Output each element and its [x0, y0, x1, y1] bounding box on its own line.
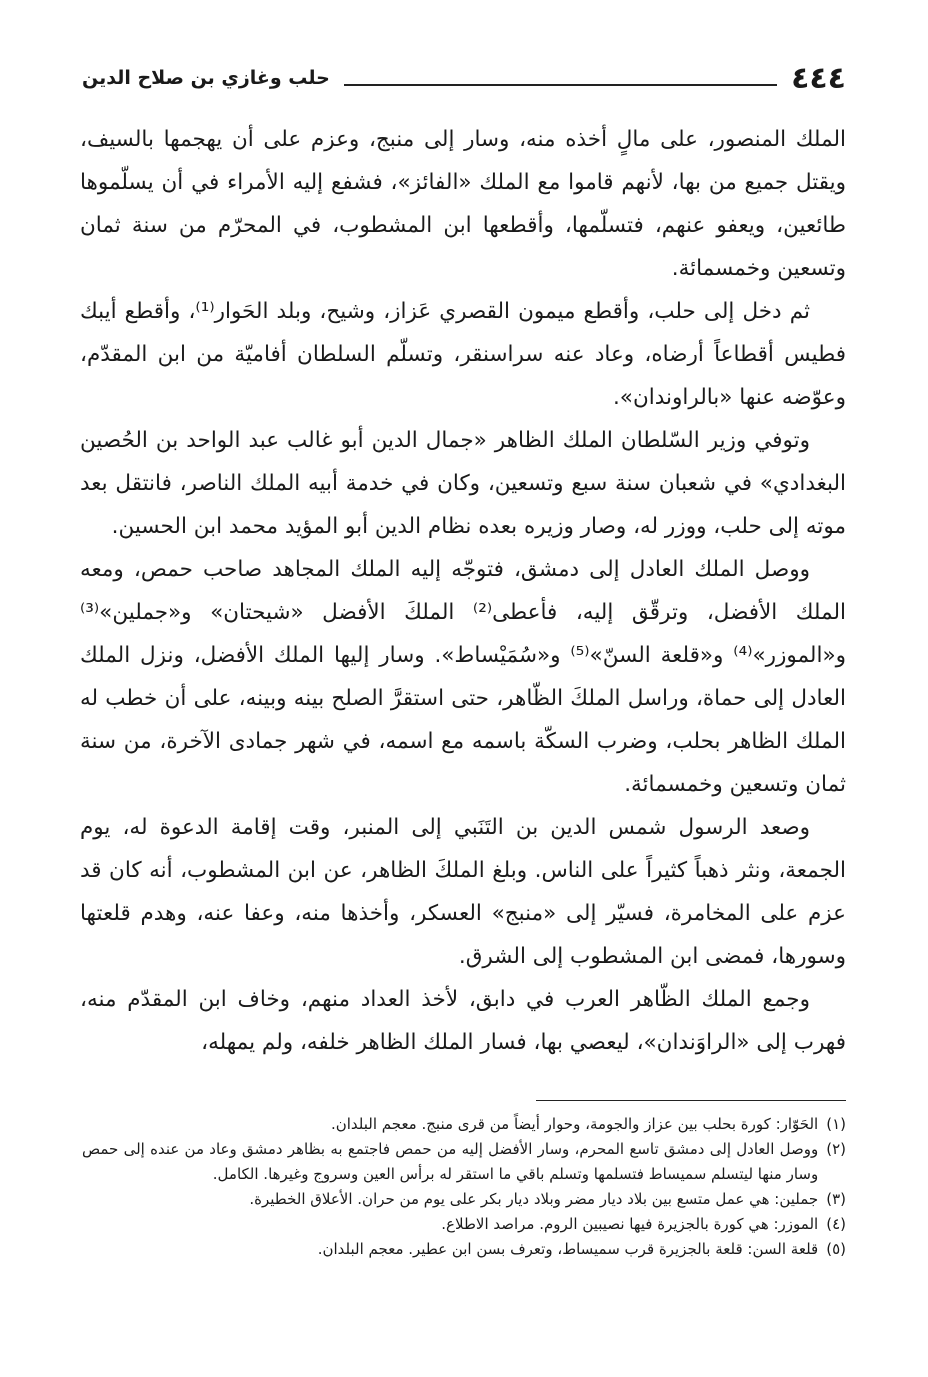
footnote-separator [536, 1100, 846, 1101]
paragraph: وجمع الملك الظّاهر العرب في دابق، لأخذ العداد منهم، وخاف ابن المقدّم منه، فهرب إلى «الراوَندان»، ليعصي بها، فسار الملك الظاهر خلفه، ولم يمهله، [80, 987, 846, 1055]
footnote-text: الحَوّار: كورة بحلب بين عزاز والجومة، وحوار أيضاً من قرى منبج. معجم البلدان. [330, 1115, 819, 1133]
footnote-number: (٢) [826, 1140, 846, 1158]
footnote [82, 1112, 846, 1137]
paragraph: ثم دخل إلى حلب، وأقطع ميمون القصري عَزاز، وشيح، وبلد الحَوار⁽¹⁾، وأقطع أيبك فطيس أقطاعاً أرضاه، وعاد عنه سراسنقر، وتسلّم السلطان أفاميّة من ابن المقدّم، وعوّضه عنها «بالراوندان». [80, 299, 846, 410]
footnote-number: (٥) [826, 1240, 846, 1258]
footnote [82, 1137, 846, 1187]
footnote-number: (١) [826, 1115, 846, 1133]
footnote-text: ووصل العادل إلى دمشق تاسع المحرم، وسار الأفضل إليه من حمص فاجتمع به بظاهر دمشق وعاد من عنده إلى حمص وسار منها ليتسلم سميساط فتسلمها وتسلم باقي ما استقر له برأس العين وسروج وغيرها. الكامل. [82, 1140, 819, 1183]
footnotes [82, 1112, 846, 1262]
header-rule [344, 84, 777, 86]
paragraph: وصعد الرسول شمس الدين بن التَنَبي إلى المنبر، وقت إقامة الدعوة له، يوم الجمعة، ونثر ذهباً كثيراً على الناس. وبلغ الملكَ الظاهر، عن ابن المشطوب، أنه كان قد عزم على المخامرة، فسيّر إلى «منبج» العسكر، وأخذها منه، وعفا عنه، وهدم قلعتها وسورها، فمضى ابن المشطوب إلى الشرق. [80, 815, 846, 969]
footnote [82, 1237, 846, 1262]
footnote-text: جملين: هي عمل متسع بين بلاد ديار مضر وبلاد ديار بكر على يوم من حران. الأعلاق الخطيرة. [249, 1190, 819, 1208]
running-title: حلب وغازي بن صلاح الدين [82, 67, 330, 89]
page-number: ٤٤٤ [791, 60, 846, 96]
footnote-number: (٣) [826, 1190, 846, 1208]
page-header [82, 58, 846, 98]
footnote [82, 1187, 846, 1212]
footnote-number: (٤) [826, 1215, 846, 1233]
paragraph: وتوفي وزير السّلطان الملك الظاهر «جمال الدين أبو غالب عبد الواحد بن الحُصين البغدادي» في شعبان سنة سبع وتسعين، وكان في خدمة أبيه الملك الناصر، فانتقل بعد موته إلى حلب، ووزر له، وصار وزيره بعده نظام الدين أبو المؤيد محمد ابن الحسين. [80, 428, 846, 539]
footnote [82, 1212, 846, 1237]
paragraph: الملك المنصور، على مالٍ أخذه منه، وسار إلى منبج، وعزم على أن يهجمها بالسيف، ويقتل جميع من بها، لأنهم قاموا مع الملك «الفائز»، فشفع إليه الأمراء في أن يسلّموها طائعين، ويعفو عنهم، فتسلّمها، وأقطعها ابن المشطوب، في المحرّم من سنة ثمان وتسعين وخمسمائة. [80, 127, 846, 281]
footnote-text: الموزر: هي كورة بالجزيرة فيها نصيبين الروم. مراصد الاطلاع. [441, 1215, 819, 1233]
paragraph: ووصل الملك العادل إلى دمشق، فتوجّه إليه الملك المجاهد صاحب حمص، ومعه الملك الأفضل، وترقّق إليه، فأعطى⁽²⁾ الملكَ الأفضل «شيحتان» و«جملين»⁽³⁾ و«الموزر»⁽⁴⁾ و«قلعة السنّ»⁽⁵⁾ و«سُمَيْساط». وسار إليها الملك الأفضل، ونزل الملك العادل إلى حماة، وراسل الملكَ الظّاهر، حتى استقرَّ الصلح بينه وبينه، على أن خطب له الملك الظاهر بحلب، وضرب السكّة باسمه مع اسمه، في شهر جمادى الآخرة، من سنة ثمان وتسعين وخمسمائة. [80, 557, 846, 797]
main-text [80, 118, 846, 1064]
footnote-text: قلعة السن: قلعة بالجزيرة قرب سميساط، وتعرف بسن ابن عطير. معجم البلدان. [317, 1240, 819, 1258]
